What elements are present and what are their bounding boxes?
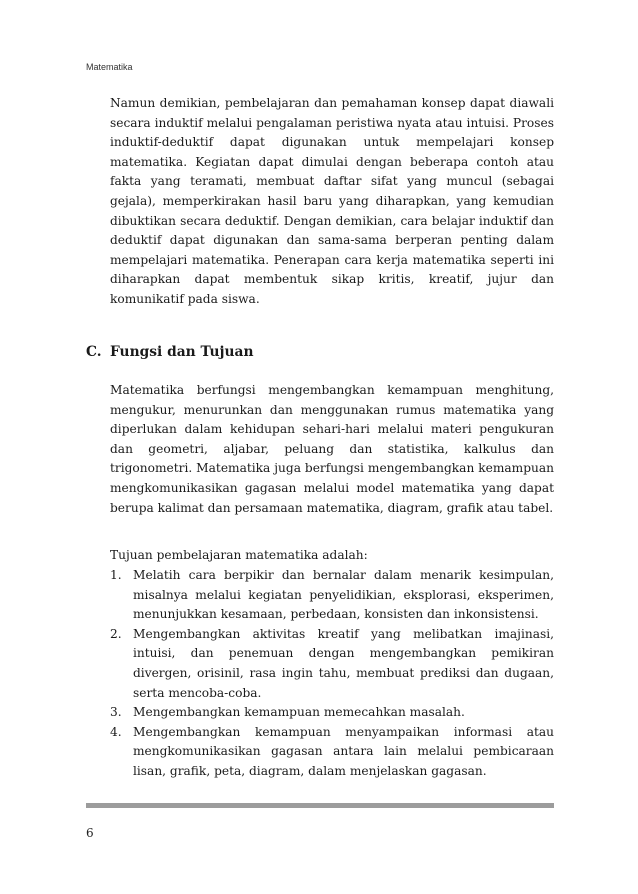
list-item-number: 3. — [110, 705, 122, 720]
list-item — [110, 625, 554, 703]
list-item-text: Melatih cara berpikir dan bernalar dalam menarik kesimpulan, misalnya melalui kegiatan penyelidikian, eksplorasi, eksperimen, menunjukkan kesamaan, perbedaan, konsisten dan inkonsistensi. — [133, 568, 554, 622]
running-head: Matematika — [86, 62, 133, 72]
list-item — [110, 703, 554, 723]
list-item-text: Mengembangkan kemampuan memecahkan masalah. — [133, 705, 465, 720]
paragraph-intro: Namun demikian, pembelajaran dan pemahaman konsep dapat diawali secara induktif melalui pengalaman peristiwa nyata atau intuisi. Proses induktif-deduktif dapat digunakan untuk mempelajari konsep matematika. Kegiatan dapat dimulai dengan beberapa contoh atau fakta yang teramati, membuat daftar sifat yang muncul (sebagai gejala), memperkirakan hasil baru yang diharapkan, yang kemudian dibuktikan secara deduktif. Dengan demikian, cara belajar induktif dan deduktif dapat digunakan dan sama-sama berperan penting dalam mempelajari matematika. Penerapan cara kerja matematika seperti ini diharapkan dapat membentuk sikap kritis, kreatif, jujur dan komunikatif pada siswa. — [110, 96, 554, 306]
list-item-text: Mengembangkan aktivitas kreatif yang melibatkan imajinasi, intuisi, dan penemuan dengan mengembangkan pemikiran divergen, orisinil, rasa ingin tahu, membuat prediksi dan dugaan, serta mencoba-coba. — [133, 626, 554, 700]
page-number: 6 — [86, 826, 94, 840]
section-letter: C. — [86, 344, 102, 360]
goals-intro: Tujuan pembelajaran matematika adalah: — [110, 548, 368, 562]
list-item-number: 2. — [110, 626, 122, 641]
list-item-number: 4. — [110, 724, 122, 739]
list-item — [110, 566, 554, 625]
list-item-text: Mengembangkan kemampuan menyampaikan informasi atau mengkomunikasikan gagasan antara lain melalui pembicaraan lisan, grafik, peta, diagram, dalam menjelaskan gagasan. — [133, 724, 554, 778]
list-item — [110, 723, 554, 782]
section-heading — [86, 342, 554, 362]
section-title: Fungsi dan Tujuan — [110, 344, 254, 360]
goals-list — [110, 566, 554, 782]
footer-divider — [86, 803, 554, 808]
paragraph-function: Matematika berfungsi mengembangkan kemampuan menghitung, mengukur, menurunkan dan menggunakan rumus matematika yang diperlukan dalam kehidupan sehari-hari melalui materi pengukuran dan geometri, aljabar, peluang dan statistika, kalkulus dan trigonometri. Matematika juga berfungsi mengembangkan kemampuan mengkomunikasikan gagasan melalui model matematika yang dapat berupa kalimat dan persamaan matematika, diagram, grafik atau tabel. — [110, 383, 554, 515]
list-item-number: 1. — [110, 568, 122, 582]
